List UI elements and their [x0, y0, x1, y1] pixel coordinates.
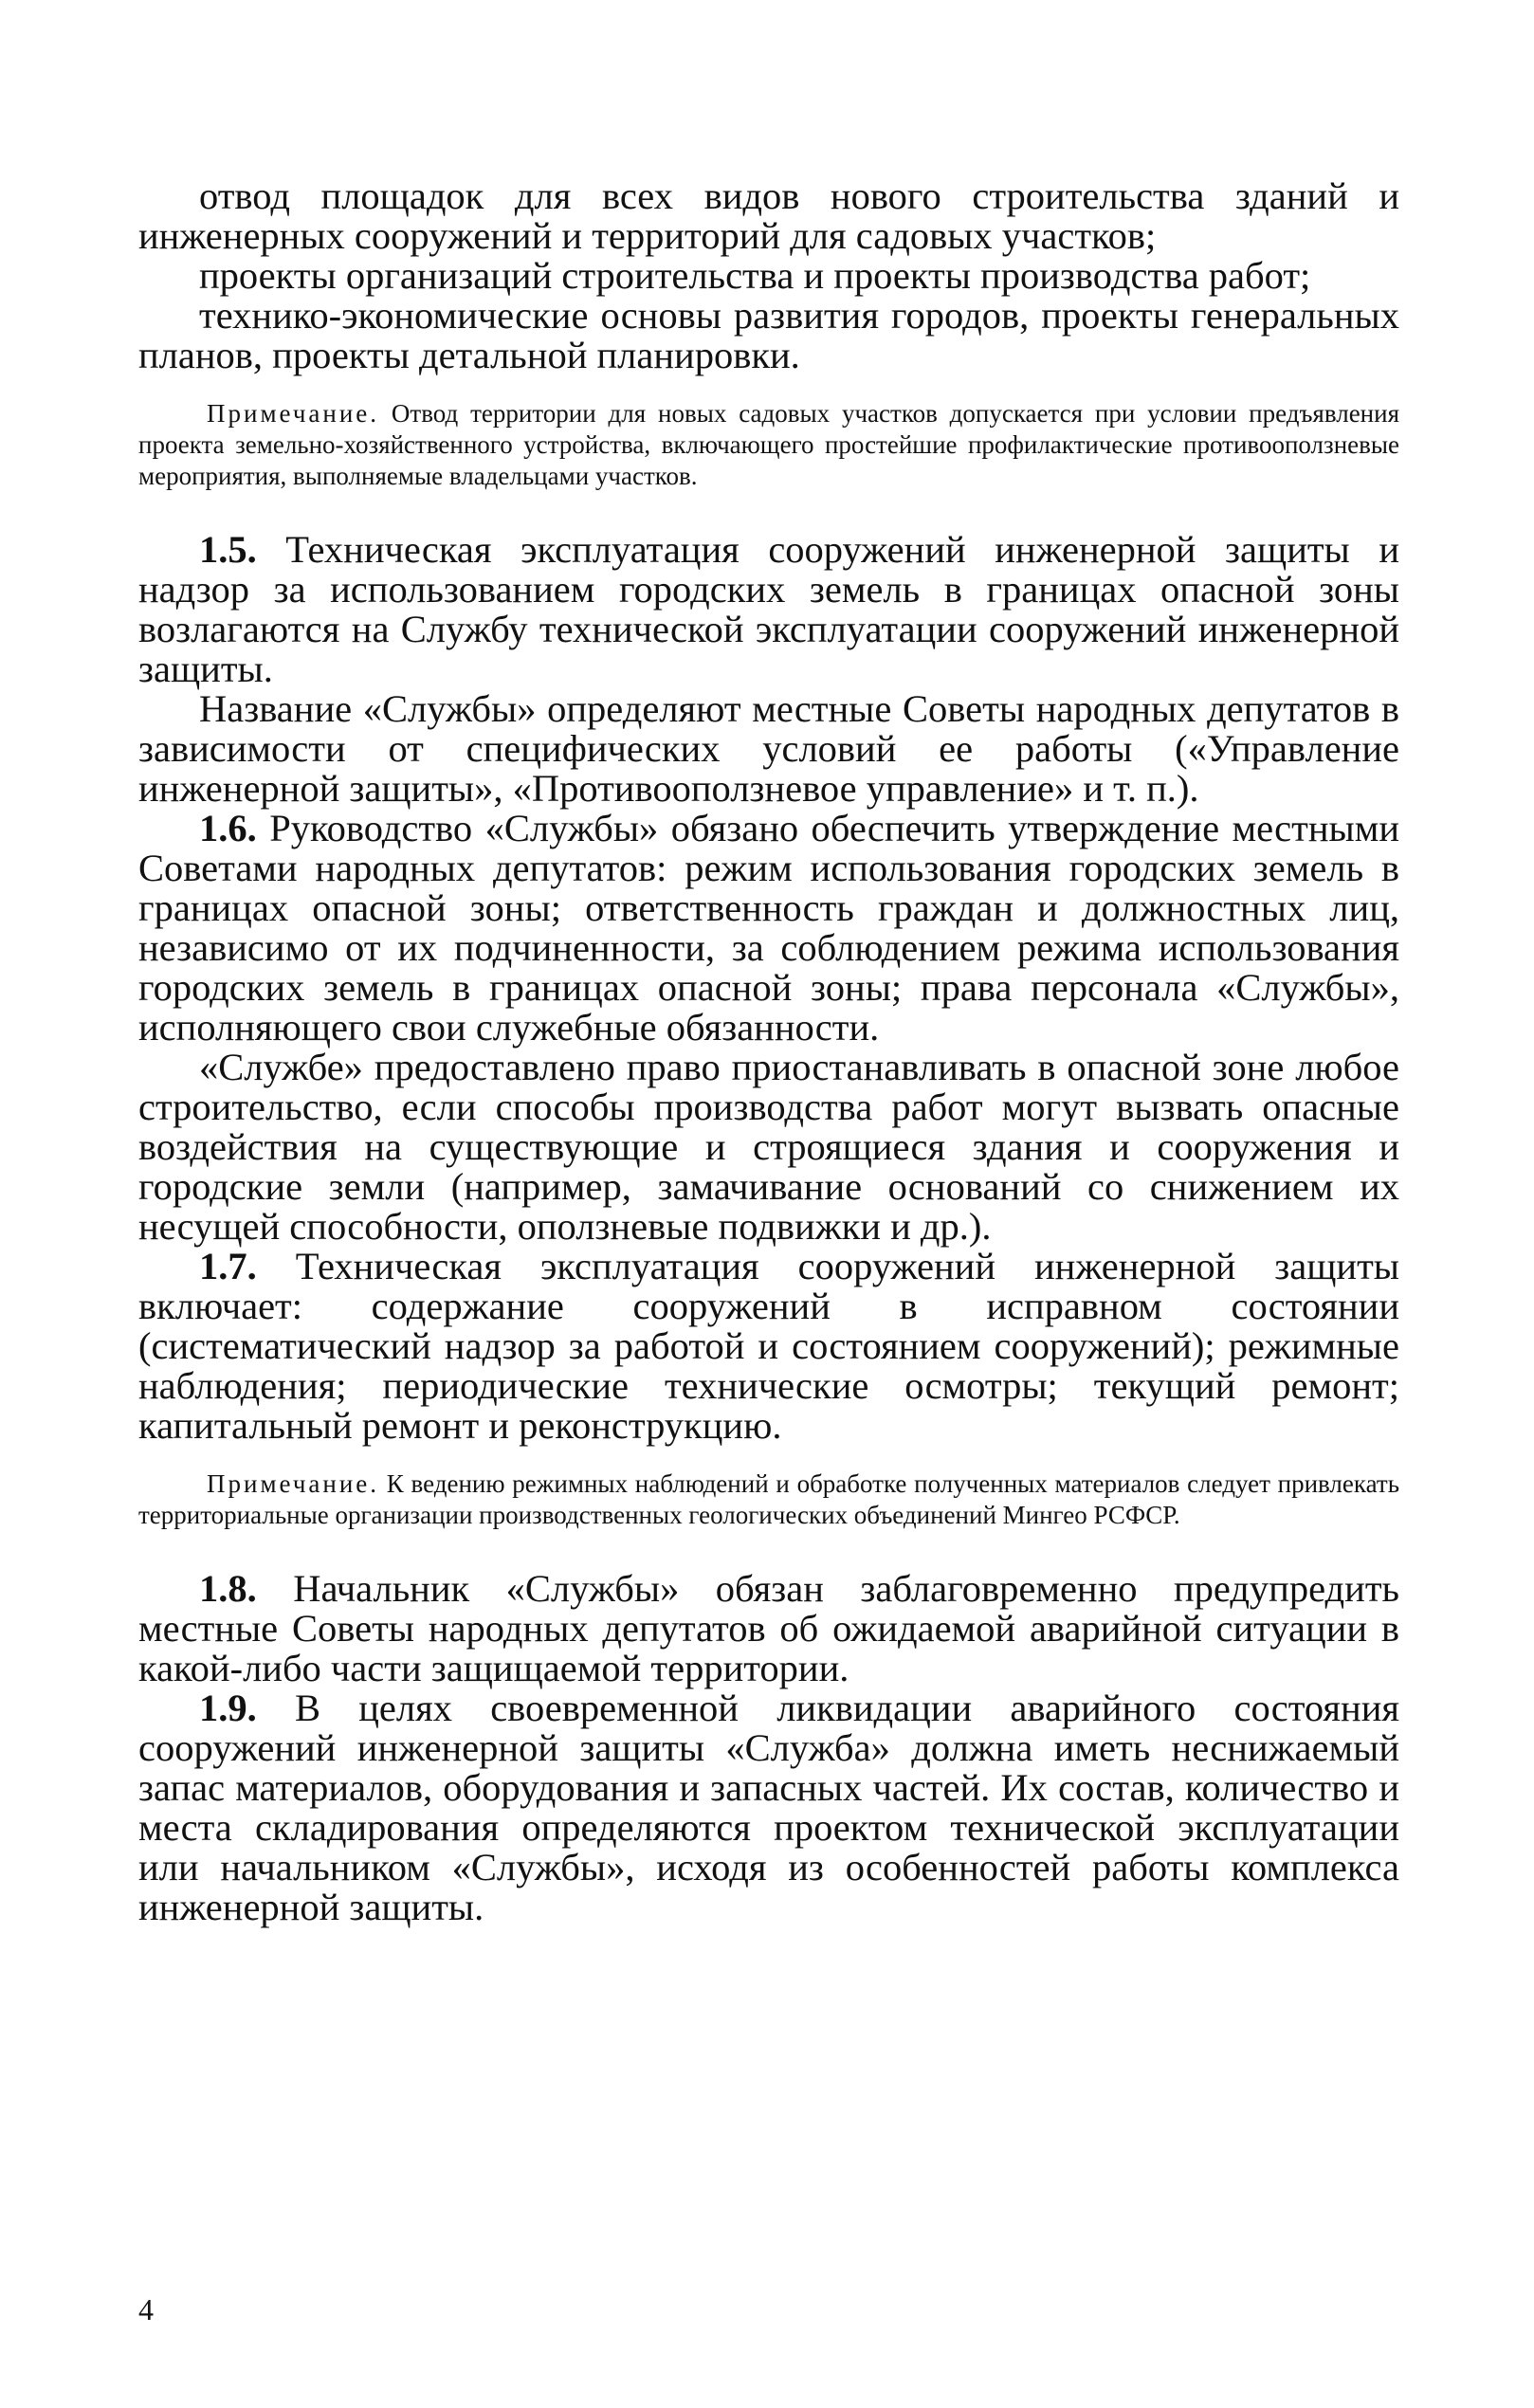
section-number: 1.5. — [199, 528, 257, 571]
note-garden-plots — [138, 398, 1399, 492]
section-number: 1.7. — [199, 1245, 257, 1287]
section-1-6 — [138, 809, 1399, 1048]
note-label: Примечание. — [207, 1469, 380, 1498]
section-text: Техническая эксплуатация сооружений инженерной защиты включает: содержание сооружений в исправном состоянии (систематический надзор за работой и состоянием сооружений); режимные наблюдения; периодические технические осмотры; текущий ремонт; капитальный ремонт и реконструкцию. — [138, 1245, 1399, 1447]
paragraph-construction-projects: проекты организаций строительства и проекты производства работ; — [199, 254, 1311, 297]
section-1-6-continuation: «Службе» предоставлено право приостанавливать в опасной зоне любое строительство, если способы производства работ могут вызвать опасные воздействия на существующие и строящиеся здания и сооружения и городские земли (например, замачивание оснований со снижением их несущей способности, оползневые подвижки и др.). — [138, 1046, 1399, 1248]
note-label: Примечание. — [207, 399, 380, 428]
note-monitoring — [138, 1469, 1399, 1531]
section-text: Руководство «Службы» обязано обеспечить утверждение местными Советами народных депутатов: режим использования городских земель в границах опасной зоны; ответственность граждан и должностных лиц, независимо от их подчиненности, за соблюдением режима использования городских земель в границах опасной зоны; права персонала «Службы», исполняющего свои служебные обязанности. — [138, 807, 1400, 1049]
page-number: 4 — [138, 2292, 154, 2326]
section-text: Начальник «Службы» обязан заблаговременно предупредить местные Советы народных депутатов об ожидаемой аварийной ситуации в какой-либо части защищаемой территории. — [138, 1567, 1399, 1689]
section-1-5-continuation: Название «Службы» определяют местные Советы народных депутатов в зависимости от специфических условий ее работы («Управление инженерной защиты», «Противооползневое управление» и т. п.). — [138, 687, 1399, 810]
note-text: Отвод территории для новых садовых участков допускается при условии предъявления проекта земельно-хозяйственного устройства, включающего простейшие профилактические противооползневые мероприятия, выполняемые владельцами участков. — [138, 399, 1399, 490]
section-1-5 — [138, 530, 1399, 689]
section-number: 1.9. — [199, 1687, 257, 1729]
section-number: 1.6. — [199, 807, 257, 849]
note-text: К ведению режимных наблюдений и обработке полученных материалов следует привлекать территориальные организации производственных геологических объединений Мингео РСФСР. — [138, 1469, 1400, 1529]
page-content — [138, 176, 1399, 1927]
paragraph-land-allocation: отвод площадок для всех видов нового строительства зданий и инженерных сооружений и территорий для садовых участков; — [138, 174, 1399, 257]
section-1-8 — [138, 1569, 1399, 1688]
section-text: Техническая эксплуатация сооружений инженерной защиты и надзор за использованием городских земель в границах опасной зоны возлагаются на Службу технической эксплуатации сооружений инженерной защиты. — [138, 528, 1399, 690]
paragraph-urban-development: технико-экономические основы развития городов, проекты генеральных планов, проекты детальной планировки. — [138, 294, 1399, 376]
section-number: 1.8. — [199, 1567, 257, 1610]
section-1-7 — [138, 1247, 1399, 1446]
section-text: В целях своевременной ликвидации аварийного состояния сооружений инженерной защиты «Служба» должна иметь неснижаемый запас материалов, оборудования и запасных частей. Их состав, количество и места складирования определяются проектом технической эксплуатации или начальником «Службы», исходя из особенностей работы комплекса инженерной защиты. — [138, 1687, 1399, 1928]
section-1-9 — [138, 1688, 1399, 1927]
